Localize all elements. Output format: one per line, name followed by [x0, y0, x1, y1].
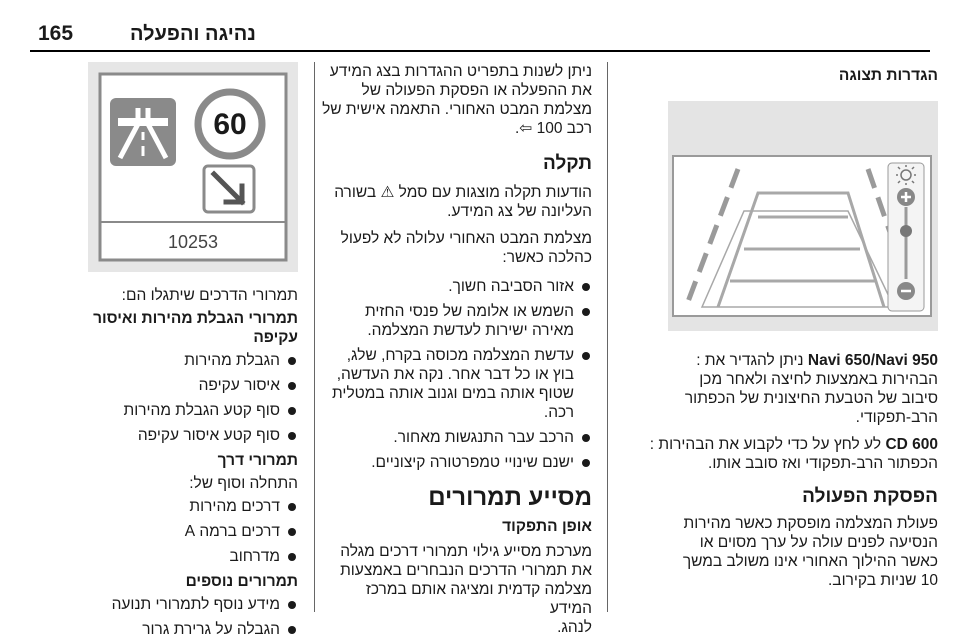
- navi-label: Navi 650/Navi 950: [807, 352, 938, 369]
- sign-category-heading: תמרורים נוספים: [185, 573, 298, 590]
- diagonal-arrow-sign-icon: [204, 166, 254, 212]
- speed-limit-sign-icon: [198, 92, 262, 156]
- navi-paragraph: [622, 351, 938, 427]
- sign-category-text: התחלה וסוף של:: [189, 475, 298, 492]
- rear-camera-view-illustration: [668, 101, 938, 331]
- fault-title: תקלה: [542, 153, 592, 174]
- list-item: דרכים מהירות: [88, 497, 298, 516]
- list-item: הגבלה על גרירת גרור: [88, 620, 298, 639]
- cd600-paragraph: [622, 435, 938, 473]
- fault-paragraph-1: הודעות תקלה מוצגות עם סמל ⚠ בשורה העליונה של צג המידע.: [334, 184, 592, 220]
- functionality-title: אופן התפקוד: [502, 518, 592, 535]
- list-item: מדרחוב: [88, 547, 298, 566]
- camera-display-figure: [668, 101, 938, 331]
- chapter-title: נהיגה והפעלה: [130, 23, 256, 45]
- settings-intro-paragraph: ניתן לשנות בתפריט ההגדרות בצג המידע את ההפעלה או הפסקת הפעולה של מצלמת המבט האחורי. התאמה אישית של רכב 100 ⇦.: [322, 63, 592, 137]
- functionality-paragraph: מערכת מסייע גילוי תמרורי דרכים מגלה את תמרורי הדרכים הנבחרים באמצעות מצלמה קדמית ומציגה אותם במרכז המידע לנהג.: [340, 543, 592, 636]
- sign-bullet-list: [88, 595, 298, 639]
- column-divider: [607, 62, 608, 612]
- cd600-line-1: CD 600 לע לחץ על כדי לקבוע את הבהירות :: [649, 436, 938, 453]
- traffic-sign-display-figure: [88, 62, 298, 272]
- sign-bullet-list: [88, 351, 298, 445]
- navi-line-1: Navi 650/Navi 950 ניתן להגדיר את :: [696, 352, 938, 369]
- list-item: ישנם שינויי טמפרטורה קיצוניים.: [322, 453, 592, 472]
- motorway-sign-icon: [110, 98, 176, 166]
- list-item: עדשת המצלמה מכוסה בקרח, שלג, בוץ או כל דבר אחר. נקה את העדשה, שטוף אותה במים וגנוב אותה במטלית רכה.: [322, 346, 592, 422]
- list-item: סוף קטע איסור עקיפה: [88, 426, 298, 445]
- column-sign-types: [88, 62, 298, 642]
- odometer-value: 10253: [167, 232, 219, 252]
- navi-line-4: הרב-תפקודי.: [855, 409, 938, 426]
- sign-category-heading: תמרורי הגבלת מהירות ואיסור עקיפה: [93, 310, 298, 346]
- list-item: הרכב עבר התנגשות מאחור.: [322, 428, 592, 447]
- list-item: דרכים ברמה A: [88, 522, 298, 541]
- column-divider: [314, 62, 315, 612]
- speed-limit-value: 60: [213, 108, 247, 141]
- navi-line-3: סיבוב של הטבעת החיצונית של הכפתור: [684, 390, 938, 407]
- list-item: השמש או אלומה של פנסי החזית מאירה ישירות לעדשת המצלמה.: [322, 302, 592, 340]
- navi-line-2: הבהירות באמצעות לחיצה ולאחר מכן: [699, 371, 938, 388]
- subsection-title-deactivation: הפסקת הפעולה: [802, 486, 938, 507]
- fault-paragraph-2: מצלמת המבט האחורי עלולה לא לפעול כהלכה כאשר:: [340, 230, 592, 266]
- list-item: מידע נוסף לתמרורי תנועה: [88, 595, 298, 614]
- sign-display-illustration: [88, 62, 298, 272]
- fault-conditions-list: [322, 277, 592, 472]
- sign-category-heading: תמרורי דרך: [217, 452, 298, 469]
- slider-knob-icon: [900, 225, 912, 237]
- traffic-sign-assist-title: מסייע תמרורים: [428, 484, 592, 511]
- cd600-label: CD 600: [885, 436, 938, 453]
- column-display-settings: [622, 62, 938, 590]
- list-item: הגבלת מהירות: [88, 351, 298, 370]
- page-header: [30, 22, 930, 50]
- header-rule: [30, 50, 930, 52]
- list-item: איסור עקיפה: [88, 376, 298, 395]
- list-item: אזור הסביבה חשוך.: [322, 277, 592, 296]
- sign-category-text: תמרורי הדרכים שיתגלו הם:: [121, 287, 298, 304]
- sign-bullet-list: [88, 497, 298, 566]
- list-item: סוף קטע הגבלת מהירות: [88, 401, 298, 420]
- column-fault-assist: [322, 62, 592, 637]
- page-number: 165: [38, 22, 74, 45]
- sign-types-list: [88, 286, 298, 639]
- cd600-line-2: הכפתור הרב-תפקודי ואז סובב אותו.: [708, 455, 938, 472]
- deactivation-paragraph: פעולת המצלמה מופסקת כאשר מהירות הנסיעה לפנים עולה על ערך מסוים או כאשר ההילוך האחורי אינו משולב במשך 10 שניות בקירוב.: [682, 515, 938, 589]
- section-title-display-settings: הגדרות תצוגה: [838, 67, 938, 84]
